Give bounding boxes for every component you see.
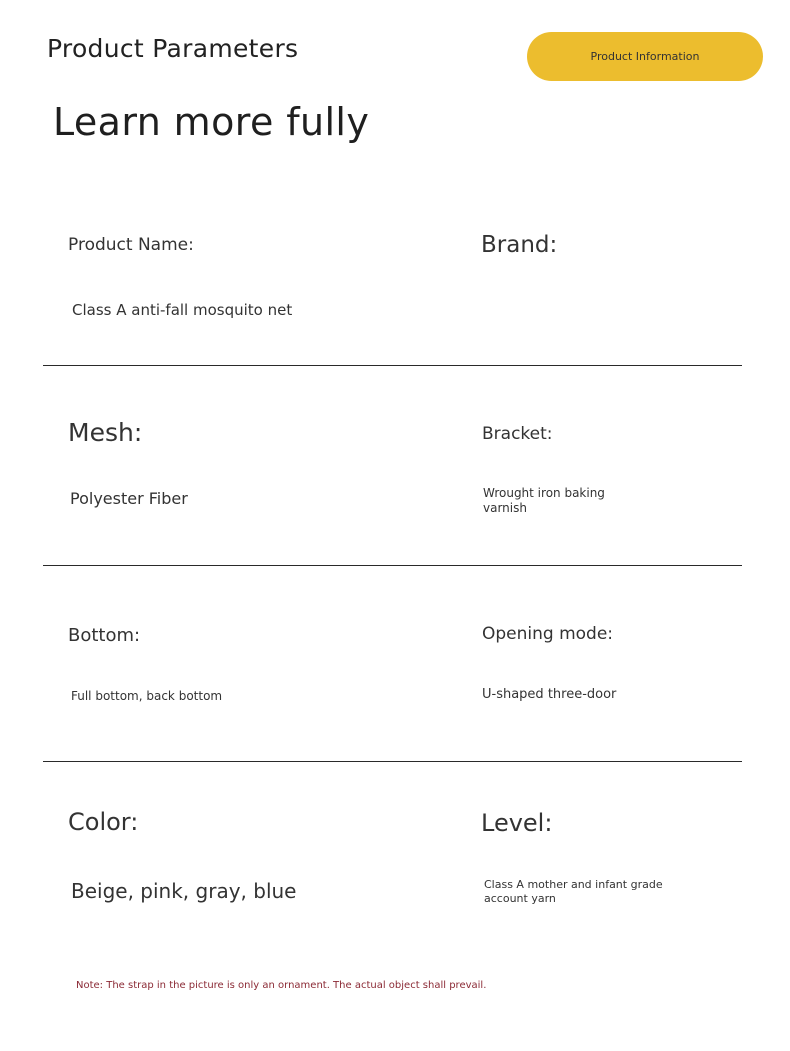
mesh-value: Polyester Fiber	[70, 489, 188, 508]
divider-2	[43, 565, 742, 566]
divider-3	[43, 761, 742, 762]
bracket-value: Wrought iron baking varnish	[483, 486, 605, 515]
product-information-label: Product Information	[590, 50, 700, 63]
bracket-label: Bracket:	[482, 424, 553, 444]
level-label: Level:	[481, 809, 553, 837]
product-name-label: Product Name:	[68, 235, 194, 255]
page-subtitle: Learn more fully	[53, 100, 370, 144]
level-value: Class A mother and infant grade account yarn	[484, 878, 663, 905]
disclaimer-note: Note: The strap in the picture is only an ornament. The actual object shall prevail.	[76, 980, 487, 991]
page-title: Product Parameters	[47, 34, 299, 63]
bottom-value: Full bottom, back bottom	[71, 689, 223, 703]
product-information-button[interactable]	[527, 32, 763, 81]
mesh-label: Mesh:	[68, 418, 143, 447]
divider-1	[43, 365, 742, 366]
opening-mode-label: Opening mode:	[482, 624, 614, 644]
product-name-value: Class A anti-fall mosquito net	[72, 301, 293, 319]
color-label: Color:	[68, 808, 139, 836]
bottom-label: Bottom:	[68, 625, 141, 646]
brand-label: Brand:	[481, 232, 558, 258]
opening-mode-value: U-shaped three-door	[482, 687, 617, 702]
color-value: Beige, pink, gray, blue	[71, 879, 297, 903]
